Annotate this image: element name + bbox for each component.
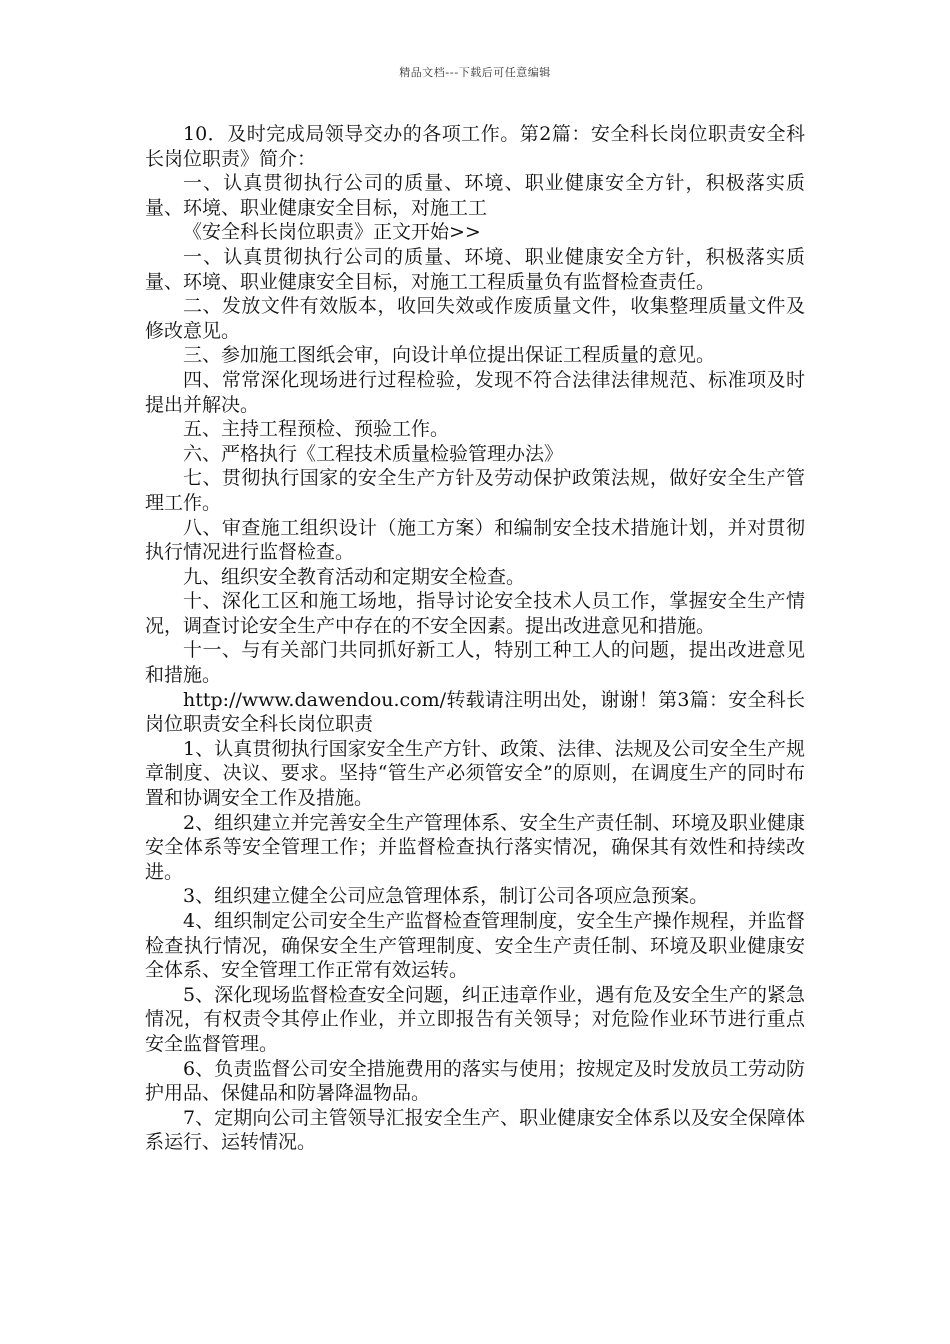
paragraph: 十一、与有关部门共同抓好新工人，特别工种工人的问题，提出改进意见和措施。 [145, 639, 805, 687]
paragraph: 1、认真贯彻执行国家安全生产方针、政策、法律、法规及公司安全生产规章制度、决议、要求。坚持“管生产必须管安全”的原则，在调度生产的同时布置和协调安全工作及措施。 [145, 737, 805, 810]
paragraph: 6、负责监督公司安全措施费用的落实与使用；按规定及时发放员工劳动防护用品、保健品和防暑降温物品。 [145, 1057, 805, 1105]
paragraph: 八、审查施工组织设计（施工方案）和编制安全技术措施计划，并对贯彻执行情况进行监督检查。 [145, 516, 805, 564]
page-header: 精品文档---下载后可任意编辑 [399, 66, 551, 79]
paragraph: 二、发放文件有效版本，收回失效或作废质量文件，收集整理质量文件及修改意见。 [145, 295, 805, 342]
paragraph: 4、组织制定公司安全生产监督检查管理制度，安全生产操作规程，并监督检查执行情况，确保安全生产管理制度、安全生产责任制、环境及职业健康安全体系、安全管理工作正常有效运转。 [145, 910, 805, 982]
paragraph: 7、定期向公司主管领导汇报安全生产、职业健康安全体系以及安全保障体系运行、运转情况。 [145, 1106, 805, 1154]
document-body [145, 122, 805, 1155]
paragraph: 三、参加施工图纸会审，向设计单位提出保证工程质量的意见。 [183, 344, 716, 367]
paragraph: 《安全科长岗位职责》正文开始>> [183, 221, 481, 244]
paragraph: 一、认真贯彻执行公司的质量、环境、职业健康安全方针，积极落实质量、环境、职业健康安全目标，对施工工 [145, 172, 805, 219]
paragraph: 十、深化工区和施工场地，指导讨论安全技术人员工作，掌握安全生产情况，调查讨论安全生产中存在的不安全因素。提出改进意见和措施。 [145, 590, 805, 637]
paragraph: 七、贯彻执行国家的安全生产方针及劳动保护政策法规，做好安全生产管理工作。 [145, 467, 805, 514]
paragraph: http://www.dawendou.com/转载请注明出处，谢谢！第3篇：安全科长岗位职责安全科长岗位职责 [145, 688, 805, 736]
paragraph: 5、深化现场监督检查安全问题，纠正违章作业，遇有危及安全生产的紧急情况，有权责令其停止作业，并立即报告有关领导；对危险作业环节进行重点安全监督管理。 [145, 983, 805, 1055]
paragraph: 四、常常深化现场进行过程检验，发现不符合法律法律规范、标准项及时提出并解决。 [145, 368, 805, 416]
paragraph: 2、组织建立并完善安全生产管理体系、安全生产责任制、环境及职业健康安全体系等安全管理工作；并监督检查执行落实情况，确保其有效性和持续改进。 [145, 811, 805, 883]
paragraph: 九、组织安全教育活动和定期安全检查。 [183, 565, 526, 588]
paragraph: 五、主持工程预检、预验工作。 [183, 418, 450, 441]
paragraph: 一、认真贯彻执行公司的质量、环境、职业健康安全方针，积极落实质量、环境、职业健康安全目标，对施工工程质量负有监督检查责任。 [145, 245, 805, 293]
paragraph: 10．及时完成局领导交办的各项工作。第2篇：安全科长岗位职责安全科长岗位职责》简介： [145, 123, 805, 170]
paragraph: 六、严格执行《工程技术质量检验管理办法》 [183, 442, 564, 465]
paragraph: 3、组织建立健全公司应急管理体系，制订公司各项应急预案。 [183, 885, 709, 908]
